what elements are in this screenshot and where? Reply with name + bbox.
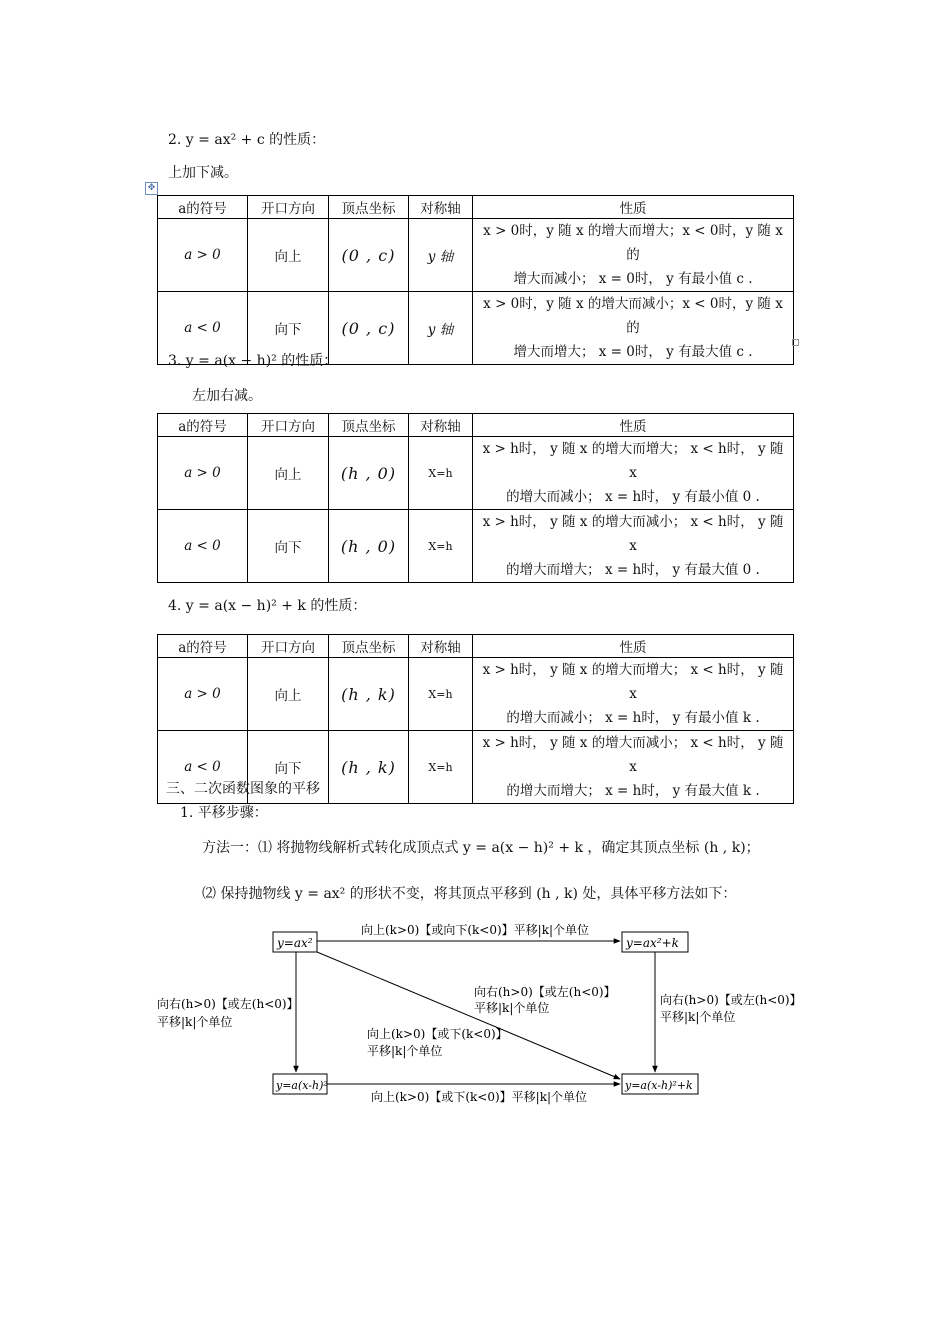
label-bottom: 向上(k>0)【或下(k<0)】平移|k|个单位: [371, 1090, 588, 1104]
cell-direction: 向下: [248, 731, 329, 804]
header-vertex: 顶点坐标: [329, 635, 409, 658]
property-line-2: 的增大而减小； x = h时， y 有最小值 0 .: [506, 489, 760, 505]
header-property: 性质: [473, 635, 794, 658]
label-left-2: 平移|k|个单位: [157, 1015, 233, 1029]
header-direction: 开口方向: [248, 414, 329, 437]
header-sign: a的符号: [158, 414, 248, 437]
label-left-1: 向右(h>0)【或左(h<0)】: [157, 997, 299, 1011]
cell-sign: a > 0: [158, 658, 248, 731]
cell-vertex: (0 , c): [329, 219, 409, 292]
header-property: 性质: [473, 196, 794, 219]
section2-heading: 2. y = ax² + c 的性质：: [168, 132, 326, 148]
property-line-1: x > h时， y 随 x 的增大而减小； x < h时， y 随 x: [482, 735, 784, 775]
cell-vertex: (h , 0): [329, 510, 409, 583]
arrow-diagonal: [317, 952, 620, 1079]
cell-direction: 向上: [248, 437, 329, 510]
node-br: y=a(x-h)²+k: [625, 1079, 693, 1092]
label-right-1: 向右(h>0)【或左(h<0)】: [660, 993, 802, 1007]
property-line-2: 的增大而增大； x = h时， y 有最大值 0 .: [506, 562, 760, 578]
node-bl: y=a(x-h)²: [276, 1079, 328, 1092]
cell-sign: a < 0: [158, 292, 248, 365]
property-line-1: x > 0时，y 随 x 的增大而减小；x < 0时，y 随 x 的: [483, 296, 783, 336]
property-line-2: 增大而减小； x = 0时， y 有最小值 c .: [513, 271, 753, 287]
label-right-2: 平移|k|个单位: [660, 1010, 736, 1024]
cell-direction: 向上: [248, 219, 329, 292]
cell-sign: a < 0: [158, 510, 248, 583]
cell-axis: y 轴: [409, 219, 473, 292]
translation-step-title: 1. 平移步骤：: [180, 805, 268, 821]
cell-vertex: (0 , c): [329, 292, 409, 365]
label-diagonal-a2: 平移|k|个单位: [474, 1001, 550, 1015]
cell-sign: a > 0: [158, 437, 248, 510]
property-line-2: 增大而增大； x = 0时， y 有最大值 c .: [513, 344, 753, 360]
header-sign: a的符号: [158, 196, 248, 219]
translation-method-2: ⑵ 保持抛物线 y = ax² 的形状不变，将其顶点平移到 (h , k) 处，具体平移方法如下：: [202, 886, 737, 902]
translation-method-1: 方法一：⑴ 将抛物线解析式转化成顶点式 y = a(x − h)² + k ，确定其顶点坐标 (h , k)；: [202, 840, 760, 856]
property-line-1: x > 0时，y 随 x 的增大而增大；x < 0时，y 随 x 的: [483, 223, 783, 263]
section4-heading: 4. y = a(x − h)² + k 的性质：: [168, 598, 367, 614]
cell-direction: 向下: [248, 292, 329, 365]
cell-vertex: (h , k): [329, 731, 409, 804]
cell-axis: X=h: [409, 658, 473, 731]
cell-direction: 向下: [248, 510, 329, 583]
cell-axis: X=h: [409, 510, 473, 583]
property-line-1: x > h时， y 随 x 的增大而增大； x < h时， y 随 x: [482, 662, 784, 702]
cell-axis: y 轴: [409, 292, 473, 365]
cell-vertex: (h , 0): [329, 437, 409, 510]
property-line-1: x > h时， y 随 x 的增大而增大； x < h时， y 随 x: [482, 441, 784, 481]
label-diagonal-b1: 向上(k>0)【或下(k<0)】: [367, 1027, 508, 1041]
property-line-1: x > h时， y 随 x 的增大而减小； x < h时， y 随 x: [482, 514, 784, 554]
label-diagonal-a1: 向右(h>0)【或左(h<0)】: [474, 985, 616, 999]
translation-title: 三、二次函数图象的平移: [166, 781, 320, 797]
cell-axis: X=h: [409, 731, 473, 804]
header-axis: 对称轴: [409, 635, 473, 658]
table-move-handle-icon[interactable]: ✥: [145, 182, 158, 195]
header-sign: a的符号: [158, 635, 248, 658]
header-property: 性质: [473, 414, 794, 437]
cell-direction: 向上: [248, 658, 329, 731]
header-direction: 开口方向: [248, 635, 329, 658]
cell-axis: X=h: [409, 437, 473, 510]
label-top: 向上(k>0)【或向下(k<0)】平移|k|个单位: [361, 923, 590, 937]
header-vertex: 顶点坐标: [329, 196, 409, 219]
header-direction: 开口方向: [248, 196, 329, 219]
header-axis: 对称轴: [409, 196, 473, 219]
section3-heading: 3. y = a(x − h)² 的性质：: [168, 353, 338, 369]
node-tr: y=ax²+k: [626, 936, 679, 950]
property-line-2: 的增大而减小； x = h时， y 有最小值 k .: [506, 710, 760, 726]
cell-sign: a < 0: [158, 731, 248, 804]
label-diagonal-b2: 平移|k|个单位: [367, 1044, 443, 1058]
header-axis: 对称轴: [409, 414, 473, 437]
cell-sign: a > 0: [158, 219, 248, 292]
section3-rule: 左加右减。: [192, 388, 262, 404]
header-vertex: 顶点坐标: [329, 414, 409, 437]
section2-rule: 上加下减。: [168, 165, 238, 181]
cell-vertex: (h , k): [329, 658, 409, 731]
property-line-2: 的增大而增大； x = h时， y 有最大值 k .: [506, 783, 760, 799]
node-tl: y=ax²: [277, 936, 313, 950]
